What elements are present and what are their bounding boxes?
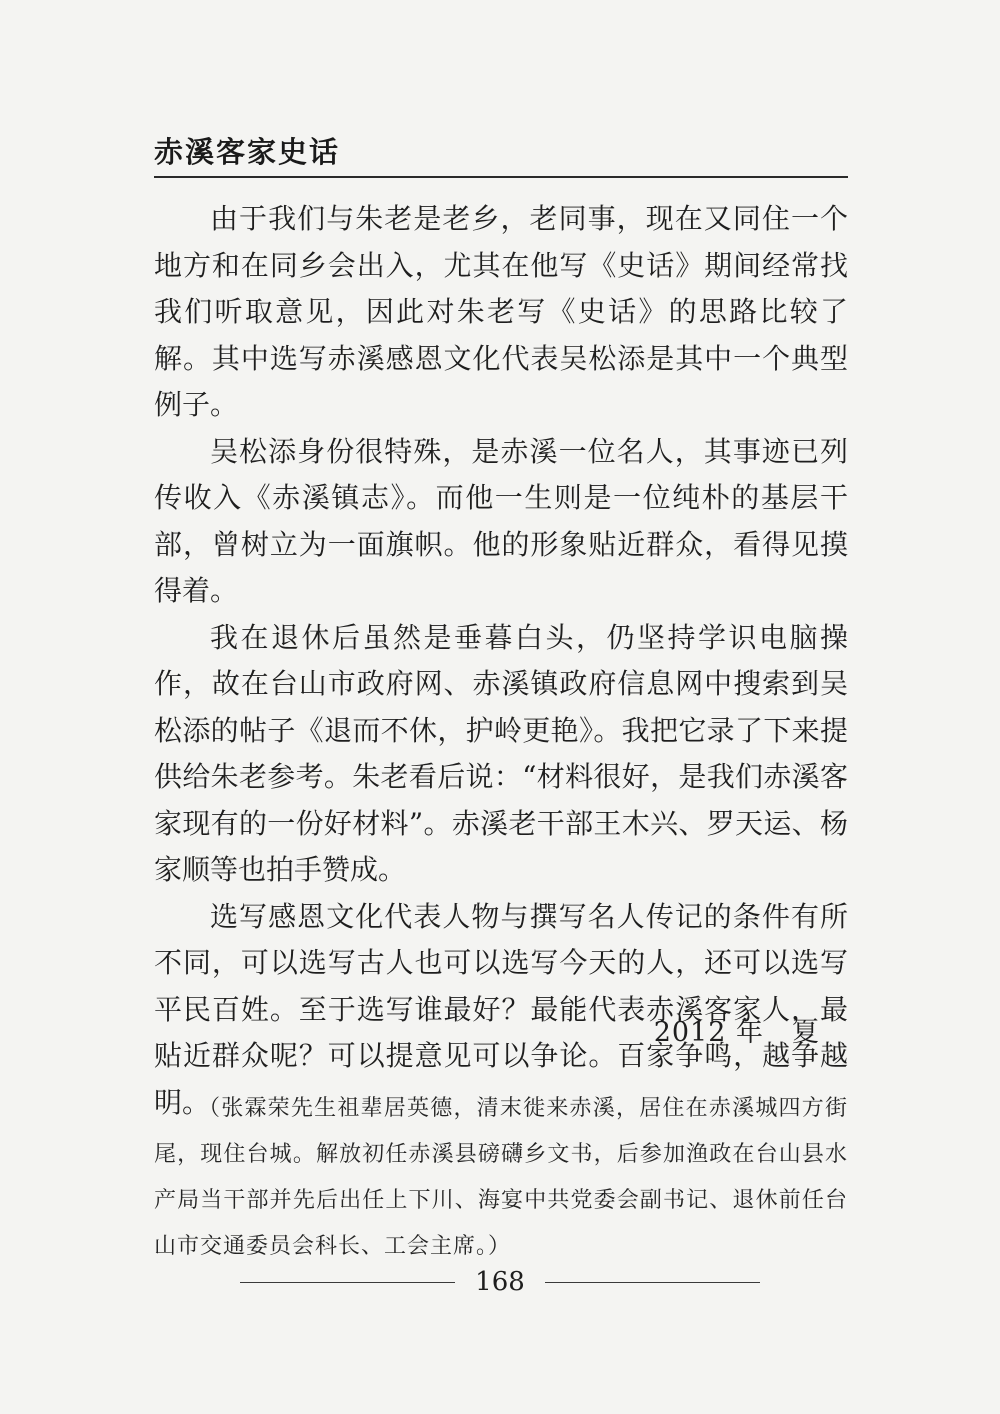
footer-rule-left: [240, 1282, 455, 1283]
paragraph: 由于我们与朱老是老乡，老同事，现在又同住一个地方和在同乡会出入，尤其在他写《史话》期间经常找我们听取意见，因此对朱老写《史话》的思路比较了解。其中选写赤溪感恩文化代表吴松添是其中一个典型例子。: [154, 202, 848, 421]
author-note: （张霖荣先生祖辈居英德，清末徙来赤溪，居住在赤溪城四方街尾，现住台城。解放初任赤溪县磅礴乡文书，后参加渔政在台山县水产局当干部并先后出任上下川、海宴中共党委会副书记、退休前任台山市交通委员会科长、工会主席。）: [154, 1096, 848, 1259]
date-signature: 2012 年 夏: [653, 1017, 820, 1048]
paragraph: 吴松添身份很特殊，是赤溪一位名人，其事迹已列传收入《赤溪镇志》。而他一生则是一位纯朴的基层干部，曾树立为一面旗帜。他的形象贴近群众，看得见摸得着。: [154, 434, 848, 607]
paragraph: 选写感恩文化代表人物与撰写名人传记的条件有所不同，可以选写古人也可以选写今天的人，还可以选写平民百姓。至于选写谁最好？最能代表赤溪客家人，最贴近群众呢？可以提意见可以争论。百家争鸣，越争越明。: [154, 899, 848, 1119]
running-header-title: 赤溪客家史话: [154, 135, 341, 169]
page-number: 168: [475, 1267, 525, 1297]
footer-rule-right: [545, 1282, 760, 1283]
body-text: [154, 196, 848, 1126]
header-rule: [154, 176, 848, 178]
paragraph: 我在退休后虽然是垂暮白头，仍坚持学识电脑操作，故在台山市政府网、赤溪镇政府信息网中搜索到吴松添的帖子《退而不休，护岭更艳》。我把它录了下来提供给朱老参考。朱老看后说：“材料很好，是我们赤溪客家现有的一份好材料”。赤溪老干部王木兴、罗天运、杨家顺等也拍手赞成。: [154, 620, 848, 886]
page-footer: [240, 1262, 760, 1302]
